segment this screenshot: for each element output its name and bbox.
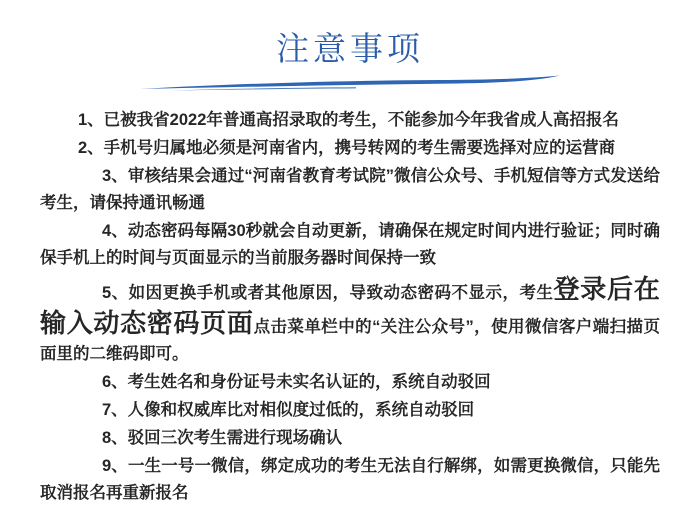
note-text-segment: 3、审核结果会通过“河南省教育考试院”微信公众号、手机短信等方式发送给考生，请保持通讯畅通 (40, 167, 660, 213)
title-underline-brush-icon (138, 73, 562, 93)
note-item-2 (40, 135, 660, 162)
note-text-segment: 8、驳回三次考生需进行现场确认 (102, 429, 343, 448)
note-text-segment: 2、手机号归属地必须是河南省内，携号转网的考生需要选择对应的运营商 (78, 139, 616, 158)
note-item-8 (40, 425, 660, 452)
note-item-4 (40, 218, 660, 272)
note-text-segment: 9、一生一号一微信，绑定成功的考生无法自行解绑，如需更换微信，只能先取消报名再重新报名 (40, 457, 660, 503)
note-text-segment: 7、人像和权威库比对相似度过低的，系统自动驳回 (102, 401, 475, 420)
note-item-7 (40, 397, 660, 424)
note-text-segment: 4、动态密码每隔30秒就会自动更新，请确保在规定时间内进行验证；同时确保手机上的时间与页面显示的当前服务器时间保持一致 (40, 222, 660, 268)
note-item-9 (40, 453, 660, 507)
page-title: 注意事项 (276, 32, 424, 68)
note-text-segment: 5、如因更换手机或者其他原因，导致动态密码不显示，考生 (102, 284, 554, 303)
note-item-3 (40, 163, 660, 217)
note-emphasis-text: 登录后在输入动态密码页面 (40, 274, 660, 339)
note-item-5 (40, 273, 660, 368)
note-text-segment: 点击菜单栏中的“关注公众号”，使用微信客户端扫描页面里的二维码即可。 (40, 318, 660, 364)
note-item-6 (40, 369, 660, 396)
note-item-1 (40, 107, 660, 134)
note-text-segment: 6、考生姓名和身份证号未实名认证的，系统自动驳回 (102, 373, 491, 392)
notes-list (40, 107, 660, 507)
note-text-segment: 1、已被我省2022年普通高招录取的考生，不能参加今年我省成人高招报名 (78, 111, 619, 130)
